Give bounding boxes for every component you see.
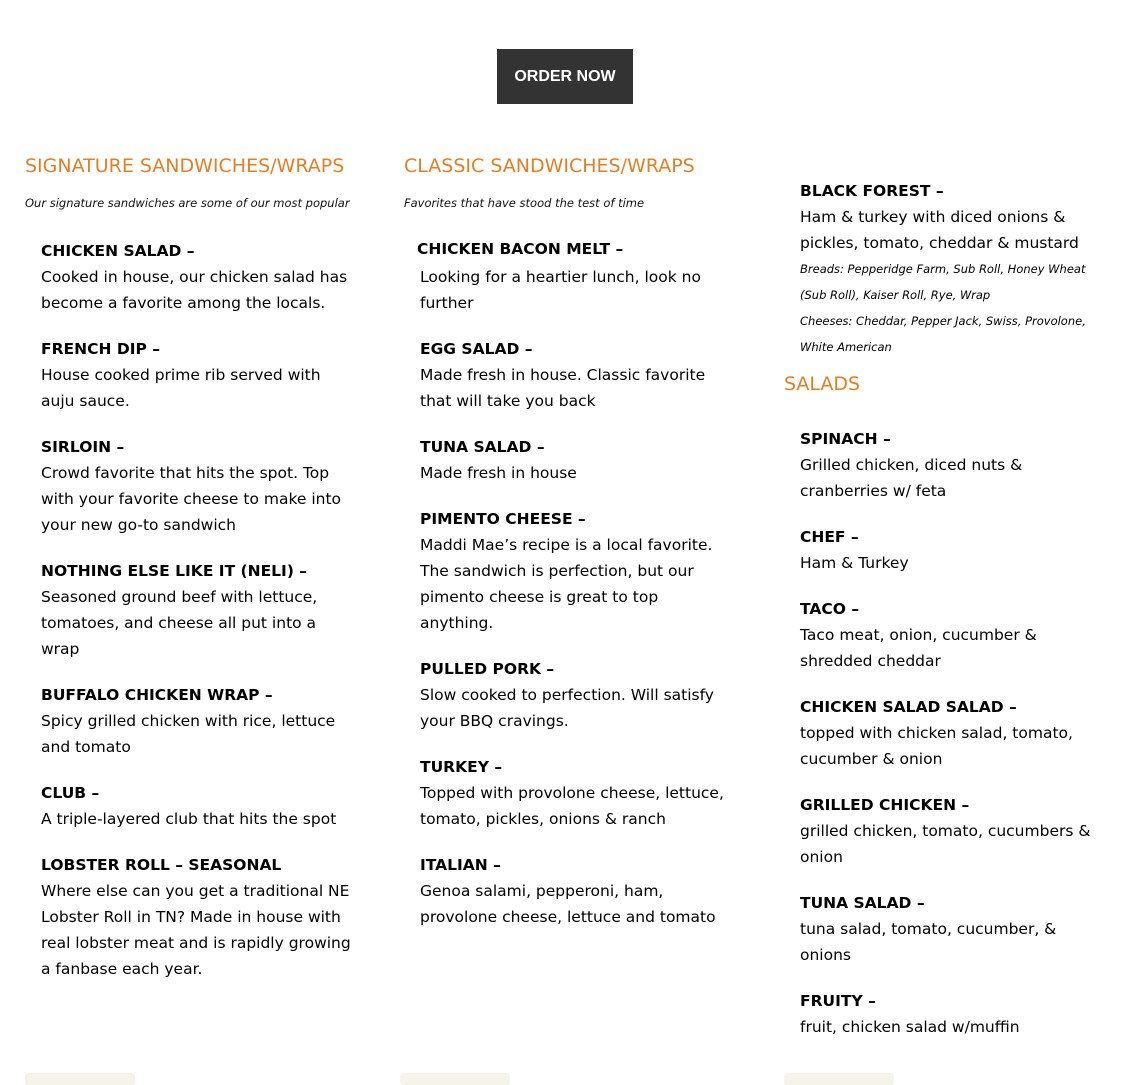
menu-item-name: SPINACH – [800,430,891,448]
menu-item [800,792,1112,870]
salads-items [800,426,1112,1060]
menu-item-desc: tuna salad, tomato, cucumber, & onions [800,920,1057,964]
menu-item-desc: Ham & turkey with diced onions & pickles, tomato, cheddar & mustard [800,208,1079,252]
menu-item-name: LOBSTER ROLL – SEASONAL [41,856,282,874]
menu-item [41,336,353,414]
menu-item-desc: fruit, chicken salad w/muffin [800,1018,1020,1036]
menu-item-name: PIMENTO CHEESE – [420,510,586,528]
menu-item-desc: Cooked in house, our chicken salad has become a favorite among the locals. [41,268,348,312]
signature-subtitle: Our signature sandwiches are some of our most popular [25,196,350,210]
menu-item-name: CLUB – [41,784,100,802]
menu-item [41,682,353,760]
menu-item-name: CHEF – [800,528,859,546]
signature-title: SIGNATURE SANDWICHES/WRAPS [25,155,345,177]
menu-item [41,238,353,316]
cut-off-heading [784,1073,894,1085]
menu-item-name: TURKEY – [420,758,503,776]
menu-item [41,852,353,982]
menu-item-name: SIRLOIN – [41,438,125,456]
menu-item-name: NOTHING ELSE LIKE IT (NELI) – [41,562,308,580]
menu-item-name: BLACK FOREST – [800,182,944,200]
menu-item [800,596,1112,674]
menu-item-desc: Taco meat, onion, cucumber & shredded cheddar [800,626,1037,670]
menu-item-desc: Made fresh in house. Classic favorite that will take you back [420,366,706,410]
menu-item-desc: Grilled chicken, diced nuts & cranberries w/ feta [800,456,1023,500]
menu-item [41,434,353,538]
menu-item-name: PULLED PORK – [420,660,555,678]
menu-item [800,524,1112,576]
menu-item [420,336,732,414]
menu-item-desc: A triple-layered club that hits the spot [41,810,337,828]
menu-item-desc: Spicy grilled chicken with rice, lettuce and tomato [41,712,336,756]
order-now-button[interactable]: ORDER NOW [497,49,633,104]
menu-item [800,890,1112,968]
menu-item-name: TUNA SALAD – [420,438,545,456]
menu-item-name: FRUITY – [800,992,876,1010]
black-forest-item [800,178,1112,360]
menu-item-name: CHICKEN BACON MELT – [417,240,624,258]
cut-off-heading [400,1073,510,1085]
menu-item-desc: Slow cooked to perfection. Will satisfy your BBQ cravings. [420,686,714,730]
menu-item [800,988,1112,1040]
menu-item-name: TUNA SALAD – [800,894,925,912]
menu-item-desc: topped with chicken salad, tomato, cucumber & onion [800,724,1073,768]
menu-item [420,754,732,832]
menu-item-name: EGG SALAD – [420,340,533,358]
menu-item [420,434,732,486]
menu-item-name: BUFFALO CHICKEN WRAP – [41,686,273,704]
cheeses-note: Cheeses: Cheddar, Pepper Jack, Swiss, Provolone, White American [800,314,1086,354]
menu-item-name: FRENCH DIP – [41,340,160,358]
salads-title: SALADS [784,373,861,395]
menu-item [420,264,732,316]
menu-item-desc: Made fresh in house [420,464,577,482]
menu-item-desc: Topped with provolone cheese, lettuce, tomato, pickles, onions & ranch [420,784,724,828]
menu-item [800,426,1112,504]
menu-item-desc: Ham & Turkey [800,554,909,572]
signature-items [41,238,353,1002]
menu-item-desc: Seasoned ground beef with lettuce, tomatoes, and cheese all put into a wrap [41,588,318,658]
menu-item-name: TACO – [800,600,860,618]
cut-off-heading [25,1073,135,1085]
menu-item-name: GRILLED CHICKEN – [800,796,970,814]
menu-item [420,656,732,734]
menu-item [800,694,1112,772]
menu-item-desc: Maddi Mae’s recipe is a local favorite. The sandwich is perfection, but our pimento cheese is great to top anything. [420,536,713,632]
menu-item-desc: grilled chicken, tomato, cucumbers & onion [800,822,1091,866]
menu-item [420,852,732,930]
menu-item-name: ITALIAN – [420,856,501,874]
menu-item-name: CHICKEN SALAD SALAD – [800,698,1017,716]
menu-item [41,558,353,662]
breads-note: Breads: Pepperidge Farm, Sub Roll, Honey Wheat (Sub Roll), Kaiser Roll, Rye, Wrap [800,262,1086,302]
menu-item-desc: House cooked prime rib served with auju sauce. [41,366,321,410]
classic-subtitle: Favorites that have stood the test of time [404,196,645,210]
menu-item [420,506,732,636]
menu-item-name: CHICKEN SALAD – [41,242,195,260]
classic-items [420,264,732,950]
menu-item-desc: Genoa salami, pepperoni, ham, provolone cheese, lettuce and tomato [420,882,716,926]
menu-item-desc: Crowd favorite that hits the spot. Top with your favorite cheese to make into your new go-to sandwich [41,464,342,534]
menu-item-desc: Looking for a heartier lunch, look no further [420,268,701,312]
menu-item-desc: Where else can you get a traditional NE Lobster Roll in TN? Made in house with real lobster meat and is rapidly growing a fanbase each year. [41,882,351,978]
classic-title: CLASSIC SANDWICHES/WRAPS [404,155,695,177]
menu-item [41,780,353,832]
classic-first-item-name [417,236,729,262]
